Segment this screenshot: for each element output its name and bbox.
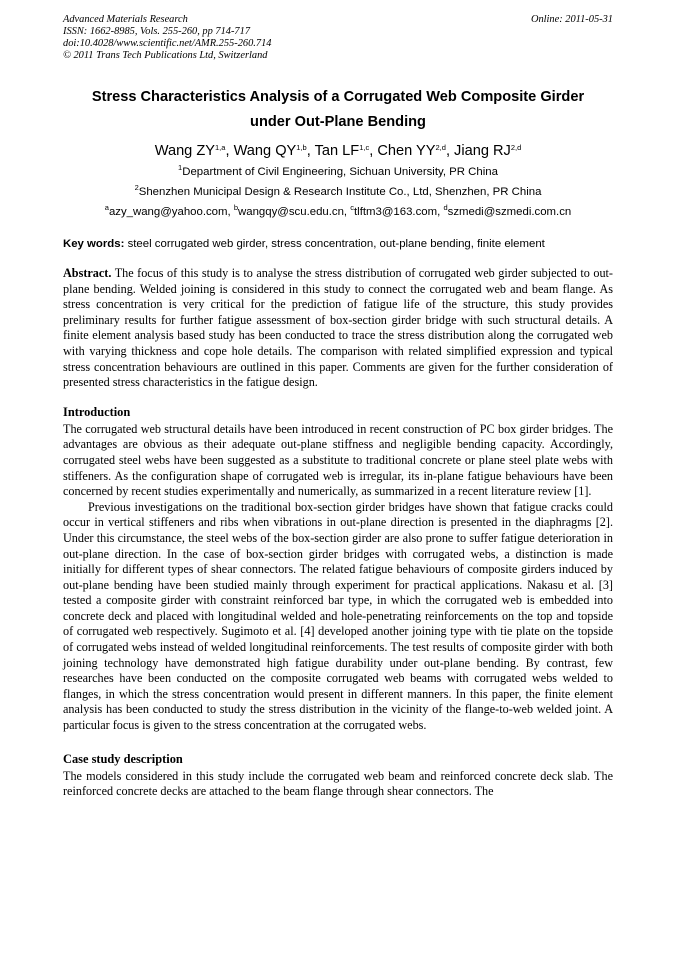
- intro-paragraph-1: The corrugated web structural details have been introduced in recent construction of PC box girder bridges. The advantages are obvious as their adequate out-plane stiffness and negligible bending capacity. Accordingly, corrugated steel webs have been suggested as a substitute to traditional concrete or plane steel plate webs with stiffeners. As the configuration shape of corrugated web is irregular, its in-plane fatigue behaviours have been concerned by recent studies experimentally and numerically, as summarized in a recent literature review [1].: [63, 421, 613, 499]
- abstract-label: Abstract.: [63, 266, 112, 280]
- author: Tan LF$^{1,c}$: [314, 143, 370, 159]
- doi-line[interactable]: doi:10.4028/www.scientific.net/AMR.255-260.714: [63, 38, 272, 49]
- email-link[interactable]: tlftm3@163.com,: [354, 206, 444, 218]
- author-emails: $^a$azy_wang@yahoo.com, $^b$wangqy@scu.edu.cn, $^c$tlftm3@163.com, $^d$szmedi@szmedi.com.cn: [104, 203, 572, 218]
- author-list: Wang ZY$^{1,a}$, Wang QY$^{1,b}$, Tan LF$^{1,c}$, Chen YY$^{2,d}$, Jiang RJ$^{2,d}$: [154, 143, 522, 159]
- email-link[interactable]: szmedi@szmedi.com.cn: [447, 206, 572, 218]
- issn-line: ISSN: 1662-8985, Vols. 255-260, pp 714-717: [63, 26, 251, 37]
- keywords-text: steel corrugated web girder, stress concentration, out-plane bending, finite element: [124, 238, 545, 250]
- paper-page: [63, 14, 613, 800]
- abstract-text: The focus of this study is to analyse the stress distribution of corrugated web girder subjected to out-plane bending. Welded joining is considered in this study to connect the corrugated web and beam flange. As stress concentration is very critical for the prediction of fatigue life of the structure, this study provides preliminary results for further fatigue assessment of box-section girder bridge with such structural details. A finite element analysis based study has been conducted to trace the stress distribution along the corrugated web with varying thickness and cope hole details. The comparison with related simplified expression and typical stress concentration behaviours are outlined in this paper. Comments are given for the further consideration of presented stress characteristics in the fatigue design.: [63, 266, 613, 390]
- section-heading-case-study: Case study description: [63, 751, 183, 766]
- paper-title: [63, 85, 613, 135]
- title-line-2: under Out-Plane Bending: [250, 114, 426, 130]
- abstract: [63, 266, 613, 391]
- email-link[interactable]: wangqy@scu.edu.cn,: [238, 206, 351, 218]
- author: Wang QY$^{1,b}$: [233, 143, 307, 159]
- journal-name: Advanced Materials Research: [63, 14, 188, 25]
- online-date: Online: 2011-05-31: [530, 14, 613, 25]
- author: Wang ZY$^{1,a}$: [154, 143, 226, 159]
- author: Jiang RJ$^{2,d}$: [454, 143, 522, 159]
- section-heading-introduction: Introduction: [63, 404, 131, 419]
- title-line-1: Stress Characteristics Analysis of a Corrugated Web Composite Girder: [91, 89, 585, 105]
- copyright-line: © 2011 Trans Tech Publications Ltd, Switzerland: [63, 50, 268, 61]
- affiliation-1: $^1$Department of Civil Engineering, Sichuan University, PR China: [178, 163, 498, 178]
- keywords: [63, 236, 613, 252]
- email-link[interactable]: azy_wang@yahoo.com,: [108, 206, 234, 218]
- affiliation-2: $^2$Shenzhen Municipal Design & Research Institute Co., Ltd, Shenzhen, PR China: [134, 183, 542, 198]
- intro-paragraph-2: Previous investigations on the traditional box-section girder bridges have shown that fatigue cracks could occur in vertical stiffeners and ribs when vibrations in out-plane direction is presented in the diaphragms [2]. Under this circumstance, the steel webs of the box-section girder are also prone to suffer fatigue deterioration in out-plane direction. In the case of box-section girder bridges with corrugated webs, a distinction is made initially for different types of shear connectors. The related fatigue behaviours of composite girders induced by out-plane bending have been studied mainly through experiment for practical applications. Nakasu et al. [3] tested a composite girder with constraint reinforced bar type, in which the corrugated web is embedded into concrete deck and placed with longitudinal welded and hole-penetrating reinforcements on the top and topside of corrugated web respectively. Sugimoto et al. [4] developed another joining type with tie plate on the topside of corrugated webs instead of welded longitudinal reinforcements. The test results of composite girder with both joining technology have demonstrated high fatigue durability under out-plane bending. By contrast, few researches have been conducted on the composite corrugated web beams with corrugated webs welded to flanges, in which the stress concentration would present in different manners. In this paper, the finite element analysis has been conducted to study the stress distribution in the vicinity of the flange-to-web welded joint. A particular focus is given to the stress concentration at the corrugated webs.: [63, 499, 613, 733]
- author: Chen YY$^{2,d}$: [377, 143, 446, 159]
- journal-header: [63, 14, 613, 62]
- keywords-label: Key words:: [63, 238, 125, 250]
- case-paragraph-1: The models considered in this study include the corrugated web beam and reinforced concrete deck slab. The reinforced concrete decks are attached to the beam flange through shear connectors. The: [63, 768, 613, 799]
